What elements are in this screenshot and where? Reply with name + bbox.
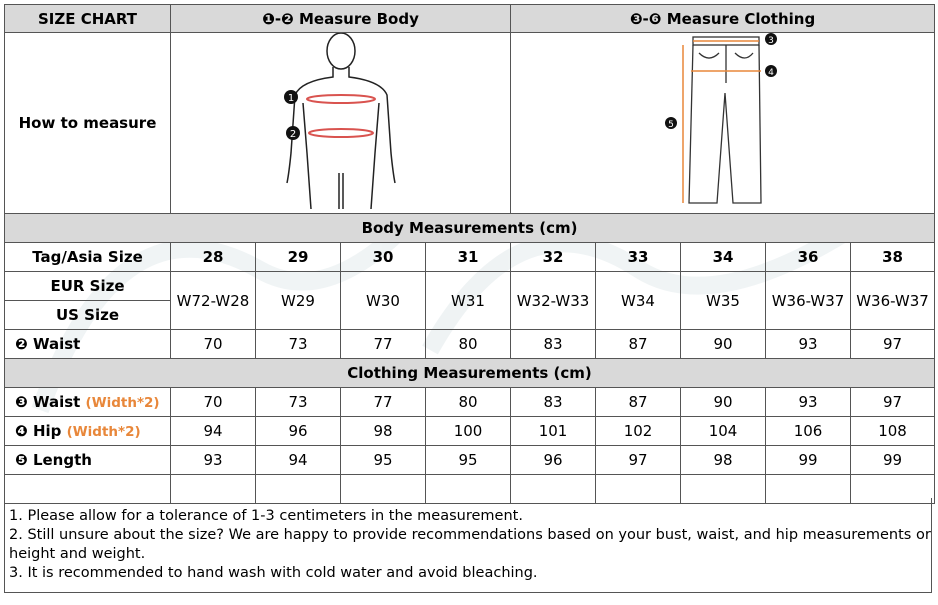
clothing-hip-cell: 100: [426, 417, 511, 446]
clothing-waist-cell: 80: [426, 388, 511, 417]
number-2-icon: ❷: [15, 335, 28, 353]
clothing-length-cell: 95: [426, 446, 511, 475]
how-to-measure-label: How to measure: [5, 33, 171, 214]
size-chart-title: SIZE CHART: [5, 5, 171, 33]
body-waist-cell: 80: [426, 330, 511, 359]
eur-size-label: EUR Size: [5, 272, 171, 301]
clothing-length-label: [5, 446, 171, 475]
waist-label-text: Waist: [32, 335, 81, 353]
body-waist-cell: 77: [341, 330, 426, 359]
body-silhouette-icon: [261, 33, 421, 209]
clothing-length-cell: 94: [256, 446, 341, 475]
body-diagram-cell: [171, 33, 511, 214]
tag-size-cell: 34: [681, 243, 766, 272]
clothing-waist-cell: 83: [511, 388, 596, 417]
number-5-icon: ❺: [15, 451, 28, 469]
body-waist-cell: 97: [851, 330, 935, 359]
length-label-text: Length: [32, 451, 92, 469]
tag-size-cell: 33: [596, 243, 681, 272]
clothing-hip-cell: 106: [766, 417, 851, 446]
measure-body-header: [171, 5, 511, 33]
body-waist-cell: 73: [256, 330, 341, 359]
eur-us-size-cell: W35: [681, 272, 766, 330]
tag-size-cell: 32: [511, 243, 596, 272]
clothing-length-cell: 98: [681, 446, 766, 475]
number-4-icon: ❹: [15, 422, 28, 440]
number-3-icon: ❸: [15, 393, 28, 411]
clothing-waist-cell: 93: [766, 388, 851, 417]
eur-us-size-cell: W31: [426, 272, 511, 330]
marker-4: 4: [767, 68, 774, 78]
clothing-waist-text: Waist: [32, 393, 81, 411]
eur-us-size-cell: W30: [341, 272, 426, 330]
clothing-length-cell: 96: [511, 446, 596, 475]
clothing-waist-cell: 73: [256, 388, 341, 417]
clothing-length-cell: 99: [851, 446, 935, 475]
measure-clothing-prefix: ❸-❻: [629, 9, 662, 28]
measure-clothing-header: [511, 5, 935, 33]
clothing-hip-cell: 102: [596, 417, 681, 446]
clothing-hip-cell: 96: [256, 417, 341, 446]
clothing-waist-cell: 70: [171, 388, 256, 417]
hip-width-note: (Width*2): [66, 424, 141, 440]
clothing-hip-cell: 108: [851, 417, 935, 446]
clothing-hip-cell: 104: [681, 417, 766, 446]
body-waist-label: [5, 330, 171, 359]
clothing-length-cell: 93: [171, 446, 256, 475]
hip-label-text: Hip: [32, 422, 62, 440]
clothing-hip-cell: 98: [341, 417, 426, 446]
clothing-waist-cell: 77: [341, 388, 426, 417]
tag-size-cell: 28: [171, 243, 256, 272]
eur-us-size-cell: W34: [596, 272, 681, 330]
measure-clothing-label: Measure Clothing: [666, 9, 816, 28]
marker-2: 2: [289, 129, 296, 140]
clothing-diagram-cell: [511, 33, 935, 214]
body-waist-cell: 93: [766, 330, 851, 359]
clothing-hip-cell: 101: [511, 417, 596, 446]
clothing-section-title: Clothing Measurements (cm): [5, 359, 935, 388]
tag-size-cell: 31: [426, 243, 511, 272]
eur-us-size-cell: W36-W37: [851, 272, 935, 330]
marker-5: 5: [667, 120, 674, 130]
body-waist-cell: 70: [171, 330, 256, 359]
clothing-length-cell: 97: [596, 446, 681, 475]
tag-size-cell: 30: [341, 243, 426, 272]
body-section-title: Body Measurements (cm): [5, 214, 935, 243]
body-waist-cell: 90: [681, 330, 766, 359]
note-item: 3. It is recommended to hand wash with cold water and avoid bleaching.: [9, 565, 538, 581]
pants-outline-icon: [623, 33, 823, 209]
clothing-waist-cell: 90: [681, 388, 766, 417]
note-item: 2. Still unsure about the size? We are happy to provide recommendations based on your bust, waist, and hip measurements or height and weight.: [9, 527, 931, 562]
clothing-length-cell: 95: [341, 446, 426, 475]
tag-size-label: Tag/Asia Size: [5, 243, 171, 272]
tag-size-cell: 38: [851, 243, 935, 272]
clothing-length-cell: 99: [766, 446, 851, 475]
clothing-hip-label: [5, 417, 171, 446]
eur-us-size-cell: W72-W28: [171, 272, 256, 330]
eur-us-size-cell: W32-W33: [511, 272, 596, 330]
marker-3: 3: [767, 36, 774, 46]
us-size-label: US Size: [5, 301, 171, 330]
notes-section: [4, 498, 932, 593]
clothing-waist-label: [5, 388, 171, 417]
tag-size-cell: 36: [766, 243, 851, 272]
clothing-waist-cell: 97: [851, 388, 935, 417]
clothing-hip-cell: 94: [171, 417, 256, 446]
marker-1: 1: [287, 93, 294, 104]
clothing-waist-cell: 87: [596, 388, 681, 417]
body-waist-cell: 87: [596, 330, 681, 359]
eur-us-size-cell: W29: [256, 272, 341, 330]
note-item: 1. Please allow for a tolerance of 1-3 centimeters in the measurement.: [9, 508, 523, 524]
waist-width-note: (Width*2): [85, 395, 160, 411]
body-waist-cell: 83: [511, 330, 596, 359]
measure-body-prefix: ❶-❷: [262, 9, 294, 28]
size-chart-table: [4, 4, 935, 504]
measure-body-label: Measure Body: [299, 9, 419, 28]
eur-us-size-cell: W36-W37: [766, 272, 851, 330]
tag-size-cell: 29: [256, 243, 341, 272]
